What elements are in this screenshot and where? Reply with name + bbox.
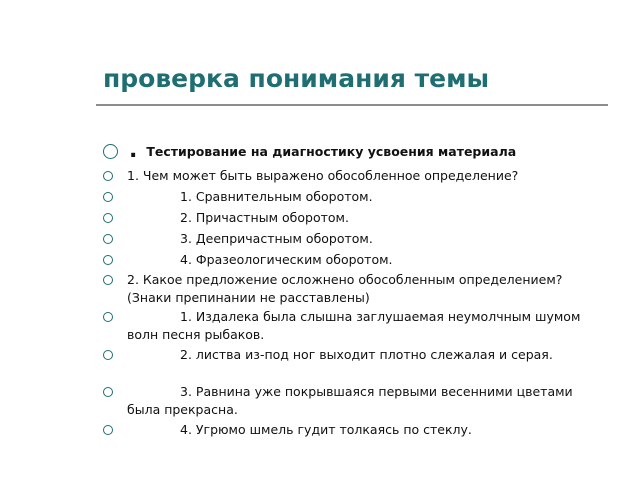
list-item-text: 2. листва из-под ног выходит плотно слежалая и серая. bbox=[180, 347, 553, 362]
circle-bullet-icon bbox=[103, 387, 113, 397]
list-item-text: 1. Сравнительным оборотом. bbox=[180, 189, 373, 204]
title-divider bbox=[96, 104, 608, 106]
list-item-text: 2. Причастным оборотом. bbox=[180, 210, 349, 225]
list-item-text: 1. Издалека была слышна заглушаемая неумолчным шумом волн песня рыбаков. bbox=[127, 309, 581, 342]
circle-bullet-icon bbox=[103, 213, 113, 223]
list-item-text: 2. Какое предложение осложнено обособленным определением? (Знаки препинании не расставлены) bbox=[127, 272, 563, 305]
list-item-text: 3. Деепричастным оборотом. bbox=[180, 231, 373, 246]
list-item-text: 4. Фразеологическим оборотом. bbox=[180, 252, 393, 267]
heading-marker: . bbox=[129, 138, 138, 163]
circle-bullet-icon bbox=[103, 234, 113, 244]
circle-bullet-icon bbox=[103, 171, 113, 181]
circle-bullet-icon bbox=[103, 312, 113, 322]
circle-bullet-icon bbox=[103, 255, 113, 265]
list-item-text: 4. Угрюмо шмель гудит толкаясь по стеклу. bbox=[180, 422, 472, 437]
slide-title: проверка понимания темы bbox=[103, 64, 490, 93]
heading-text: Тестирование на диагностику усвоения материала bbox=[146, 144, 517, 159]
circle-bullet-icon bbox=[103, 192, 113, 202]
list-item-text: 1. Чем может быть выражено обособленное определение? bbox=[127, 168, 519, 183]
circle-bullet-icon bbox=[103, 144, 118, 159]
circle-bullet-icon bbox=[103, 275, 113, 285]
list-item-text: 3. Равнина уже покрывшаяся первыми весенними цветами была прекрасна. bbox=[127, 384, 573, 417]
circle-bullet-icon bbox=[103, 350, 113, 360]
circle-bullet-icon bbox=[103, 425, 113, 435]
